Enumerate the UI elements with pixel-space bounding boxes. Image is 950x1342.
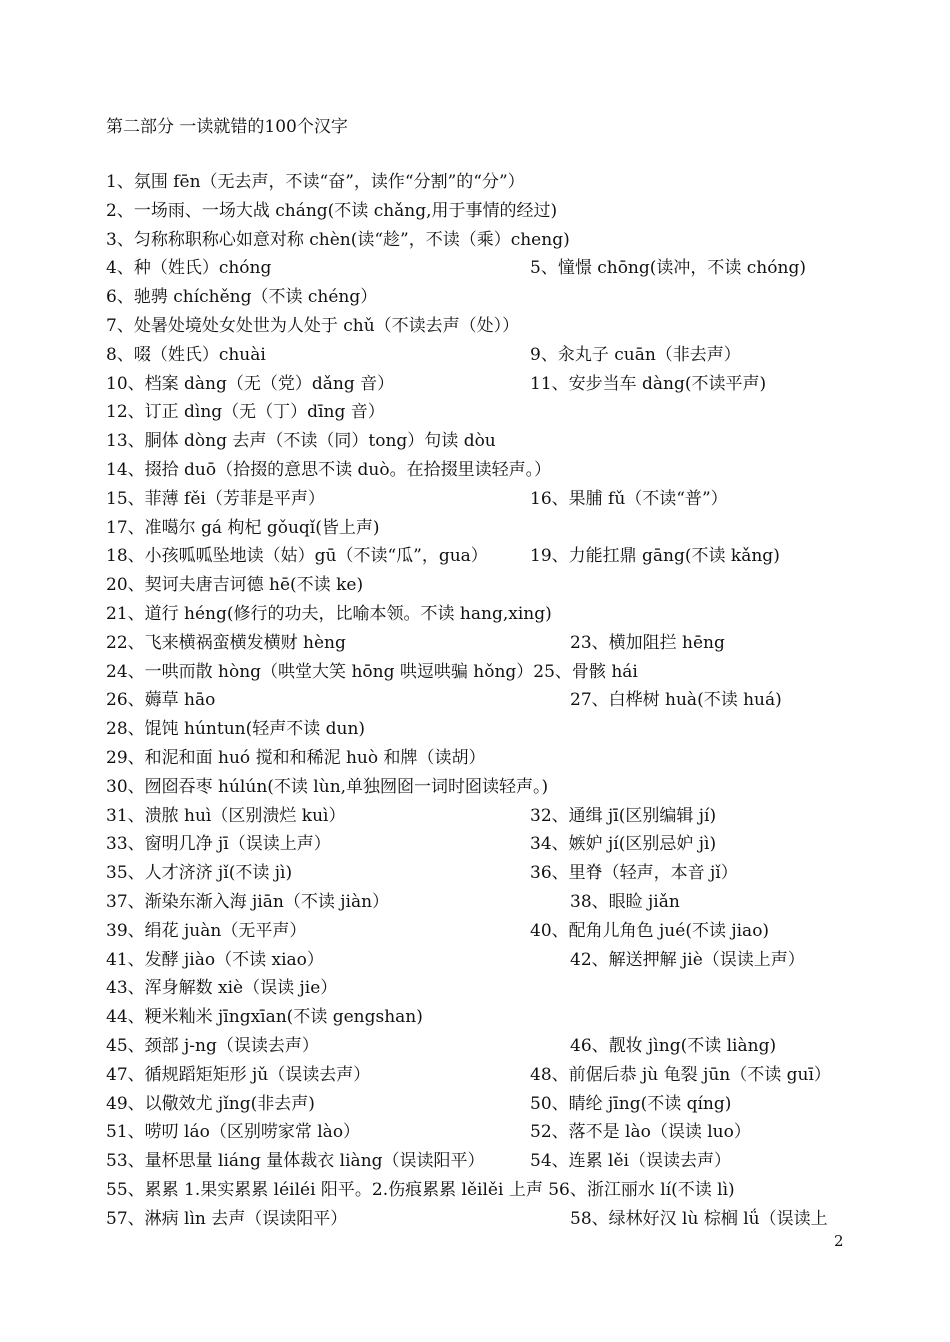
entry-text: 37、渐染东渐入海 jiān（不读 jiàn） [106, 891, 390, 912]
entry-row [106, 859, 866, 888]
entry-row [106, 571, 866, 600]
entry-text: 9、汆丸子 cuān（非去声） [530, 344, 741, 365]
entry-text: 18、小孩呱呱坠地读（姑）gū（不读“瓜”，gua） [106, 546, 488, 567]
entry-row [106, 773, 866, 802]
entry-row [106, 744, 866, 773]
entry-row [106, 600, 866, 629]
entry-row [106, 370, 866, 399]
entry-text: 35、人才济济 jǐ(不读 jì) [106, 863, 293, 884]
entry-row [106, 686, 866, 715]
entry-row [106, 1118, 866, 1147]
entry-row [106, 1205, 866, 1234]
entry-text: 41、发酵 jiào（不读 xiao） [106, 949, 324, 970]
entry-row [106, 456, 866, 485]
entry-row [106, 888, 866, 917]
entry-row [106, 283, 866, 312]
entry-text: 51、唠叨 láo（区别唠家常 lào） [106, 1122, 361, 1143]
entry-row [106, 1176, 866, 1205]
entry-text: 29、和泥和面 huó 搅和和稀泥 huò 和牌（读胡） [106, 747, 486, 768]
entry-text: 26、薅草 hāo [106, 690, 216, 711]
entry-row [106, 715, 866, 744]
entry-row [106, 917, 866, 946]
entry-text: 10、档案 dàng（无（党）dǎng 音） [106, 373, 395, 394]
entry-row [106, 542, 866, 571]
entry-row [106, 427, 866, 456]
entry-text: 45、颈部 j-ng（误读去声） [106, 1035, 319, 1056]
entry-text: 58、绿林好汉 lù 棕榈 lǘ（误读上 [570, 1208, 828, 1229]
entry-text: 22、飞来横祸蛮横发横财 hèng [106, 632, 346, 653]
entry-row [106, 312, 866, 341]
entry-row [106, 830, 866, 859]
entry-row [106, 1032, 866, 1061]
entry-row [106, 1061, 866, 1090]
entry-row [106, 658, 866, 687]
entry-text: 20、契诃夫唐吉诃德 hē(不读 ke) [106, 575, 364, 596]
entry-text: 2、一场雨、一场大战 cháng(不读 chǎng,用于事情的经过) [106, 200, 558, 221]
entry-text: 13、胴体 dòng 去声（不读（同）tong）句读 dòu [106, 431, 496, 452]
entry-text: 3、匀称称职称心如意对称 chèn(读“趁”，不读（乘）cheng) [106, 229, 570, 250]
entry-text: 39、绢花 juàn（无平声） [106, 920, 307, 941]
entry-text: 27、白桦树 huà(不读 huá) [570, 690, 782, 711]
entry-row [106, 629, 866, 658]
entry-row [106, 974, 866, 1003]
entry-text: 4、种（姓氏）chóng [106, 258, 272, 279]
entry-text: 8、啜（姓氏）chuài [106, 344, 266, 365]
entry-text: 7、处暑处境处女处世为人处于 chǔ（不读去声（处）） [106, 315, 520, 336]
entry-text: 44、粳米籼米 jīngxīan(不读 gengshan) [106, 1007, 423, 1028]
entry-text: 40、配角儿角色 jué(不读 jiao) [530, 920, 770, 941]
entry-text: 6、驰骋 chíchěng（不读 chéng） [106, 287, 378, 308]
entry-row [106, 514, 866, 543]
entry-row [106, 1147, 866, 1176]
entry-text: 53、量杯思量 liáng 量体裁衣 liàng（误读阳平） [106, 1151, 485, 1172]
entry-text: 33、窗明几净 jī（误读上声） [106, 834, 331, 855]
entry-row [106, 226, 866, 255]
entry-text: 14、掇拾 duō（拾掇的意思不读 duò。在拾掇里读轻声。） [106, 459, 552, 480]
entry-text: 54、连累 lěi（误读去声） [530, 1151, 731, 1172]
entry-text: 57、淋病 lìn 去声（误读阳平） [106, 1208, 348, 1229]
section-title: 第二部分 一读就错的100个汉字 [106, 117, 348, 137]
entry-text: 34、嫉妒 jí(区别忌妒 jì) [530, 834, 717, 855]
entry-text: 43、浑身解数 xiè（误读 jie） [106, 978, 338, 999]
entry-text: 49、以儆效尤 jǐng(非去声) [106, 1093, 315, 1114]
entry-text: 28、馄饨 húntun(轻声不读 dun) [106, 719, 366, 740]
entry-row [106, 485, 866, 514]
entry-text: 30、囫囵吞枣 húlún(不读 lùn,单独囫囵一词时囵读轻声。) [106, 776, 549, 797]
entry-text: 55、累累 1.果实累累 léiléi 阳平。2.伤痕累累 lěilěi 上声 56、浙江丽水 lí(不读 lì) [106, 1179, 735, 1200]
entry-text: 5、憧憬 chōng(读冲，不读 chóng) [530, 258, 806, 279]
entry-text: 50、睛纶 jīng(不读 qíng) [530, 1093, 732, 1114]
entry-row [106, 254, 866, 283]
entry-row [106, 1090, 866, 1119]
entry-text: 24、一哄而散 hòng（哄堂大笑 hōng 哄逗哄骗 hǒng）25、骨骸 hái [106, 661, 638, 682]
entry-text: 11、安步当车 dàng(不读平声) [530, 373, 767, 394]
entry-text: 42、解送押解 jiè（误读上声） [570, 949, 805, 970]
entry-text: 32、通缉 jī(区别编辑 jí) [530, 805, 717, 826]
entry-text: 15、菲薄 fěi（芳菲是平声） [106, 488, 325, 509]
entry-text: 17、准噶尔 gá 枸杞 gǒuqǐ(皆上声) [106, 517, 380, 538]
entry-text: 19、力能扛鼎 gāng(不读 kǎng) [530, 546, 780, 567]
entry-row [106, 197, 866, 226]
entry-list [106, 168, 866, 1233]
entry-row [106, 802, 866, 831]
entry-row [106, 168, 866, 197]
page-number: 2 [834, 1232, 844, 1250]
entry-row [106, 341, 866, 370]
entry-text: 21、道行 héng(修行的功夫，比喻本领。不读 hang,xing) [106, 603, 552, 624]
entry-text: 48、前倨后恭 jù 龟裂 jūn（不读 guī） [530, 1064, 831, 1085]
entry-text: 12、订正 dìng（无（丁）dīng 音） [106, 402, 385, 423]
entry-text: 52、落不是 lào（误读 luo） [530, 1122, 751, 1143]
entry-row [106, 1003, 866, 1032]
entry-text: 1、氛围 fēn（无去声，不读“奋”，读作“分割”的“分”） [106, 172, 525, 192]
entry-text: 46、靓妆 jìng(不读 liàng) [570, 1035, 777, 1056]
entry-row [106, 946, 866, 975]
entry-text: 36、里脊（轻声，本音 jǐ） [530, 863, 738, 884]
entry-text: 47、循规蹈矩矩形 jǔ（误读去声） [106, 1064, 371, 1085]
entry-text: 38、眼睑 jiǎn [570, 891, 680, 912]
entry-text: 23、横加阻拦 hēng [570, 632, 725, 653]
entry-text: 31、溃脓 huì（区别溃烂 kuì） [106, 805, 346, 826]
entry-text: 16、果脯 fǔ（不读“普”） [530, 488, 728, 509]
entry-row [106, 398, 866, 427]
